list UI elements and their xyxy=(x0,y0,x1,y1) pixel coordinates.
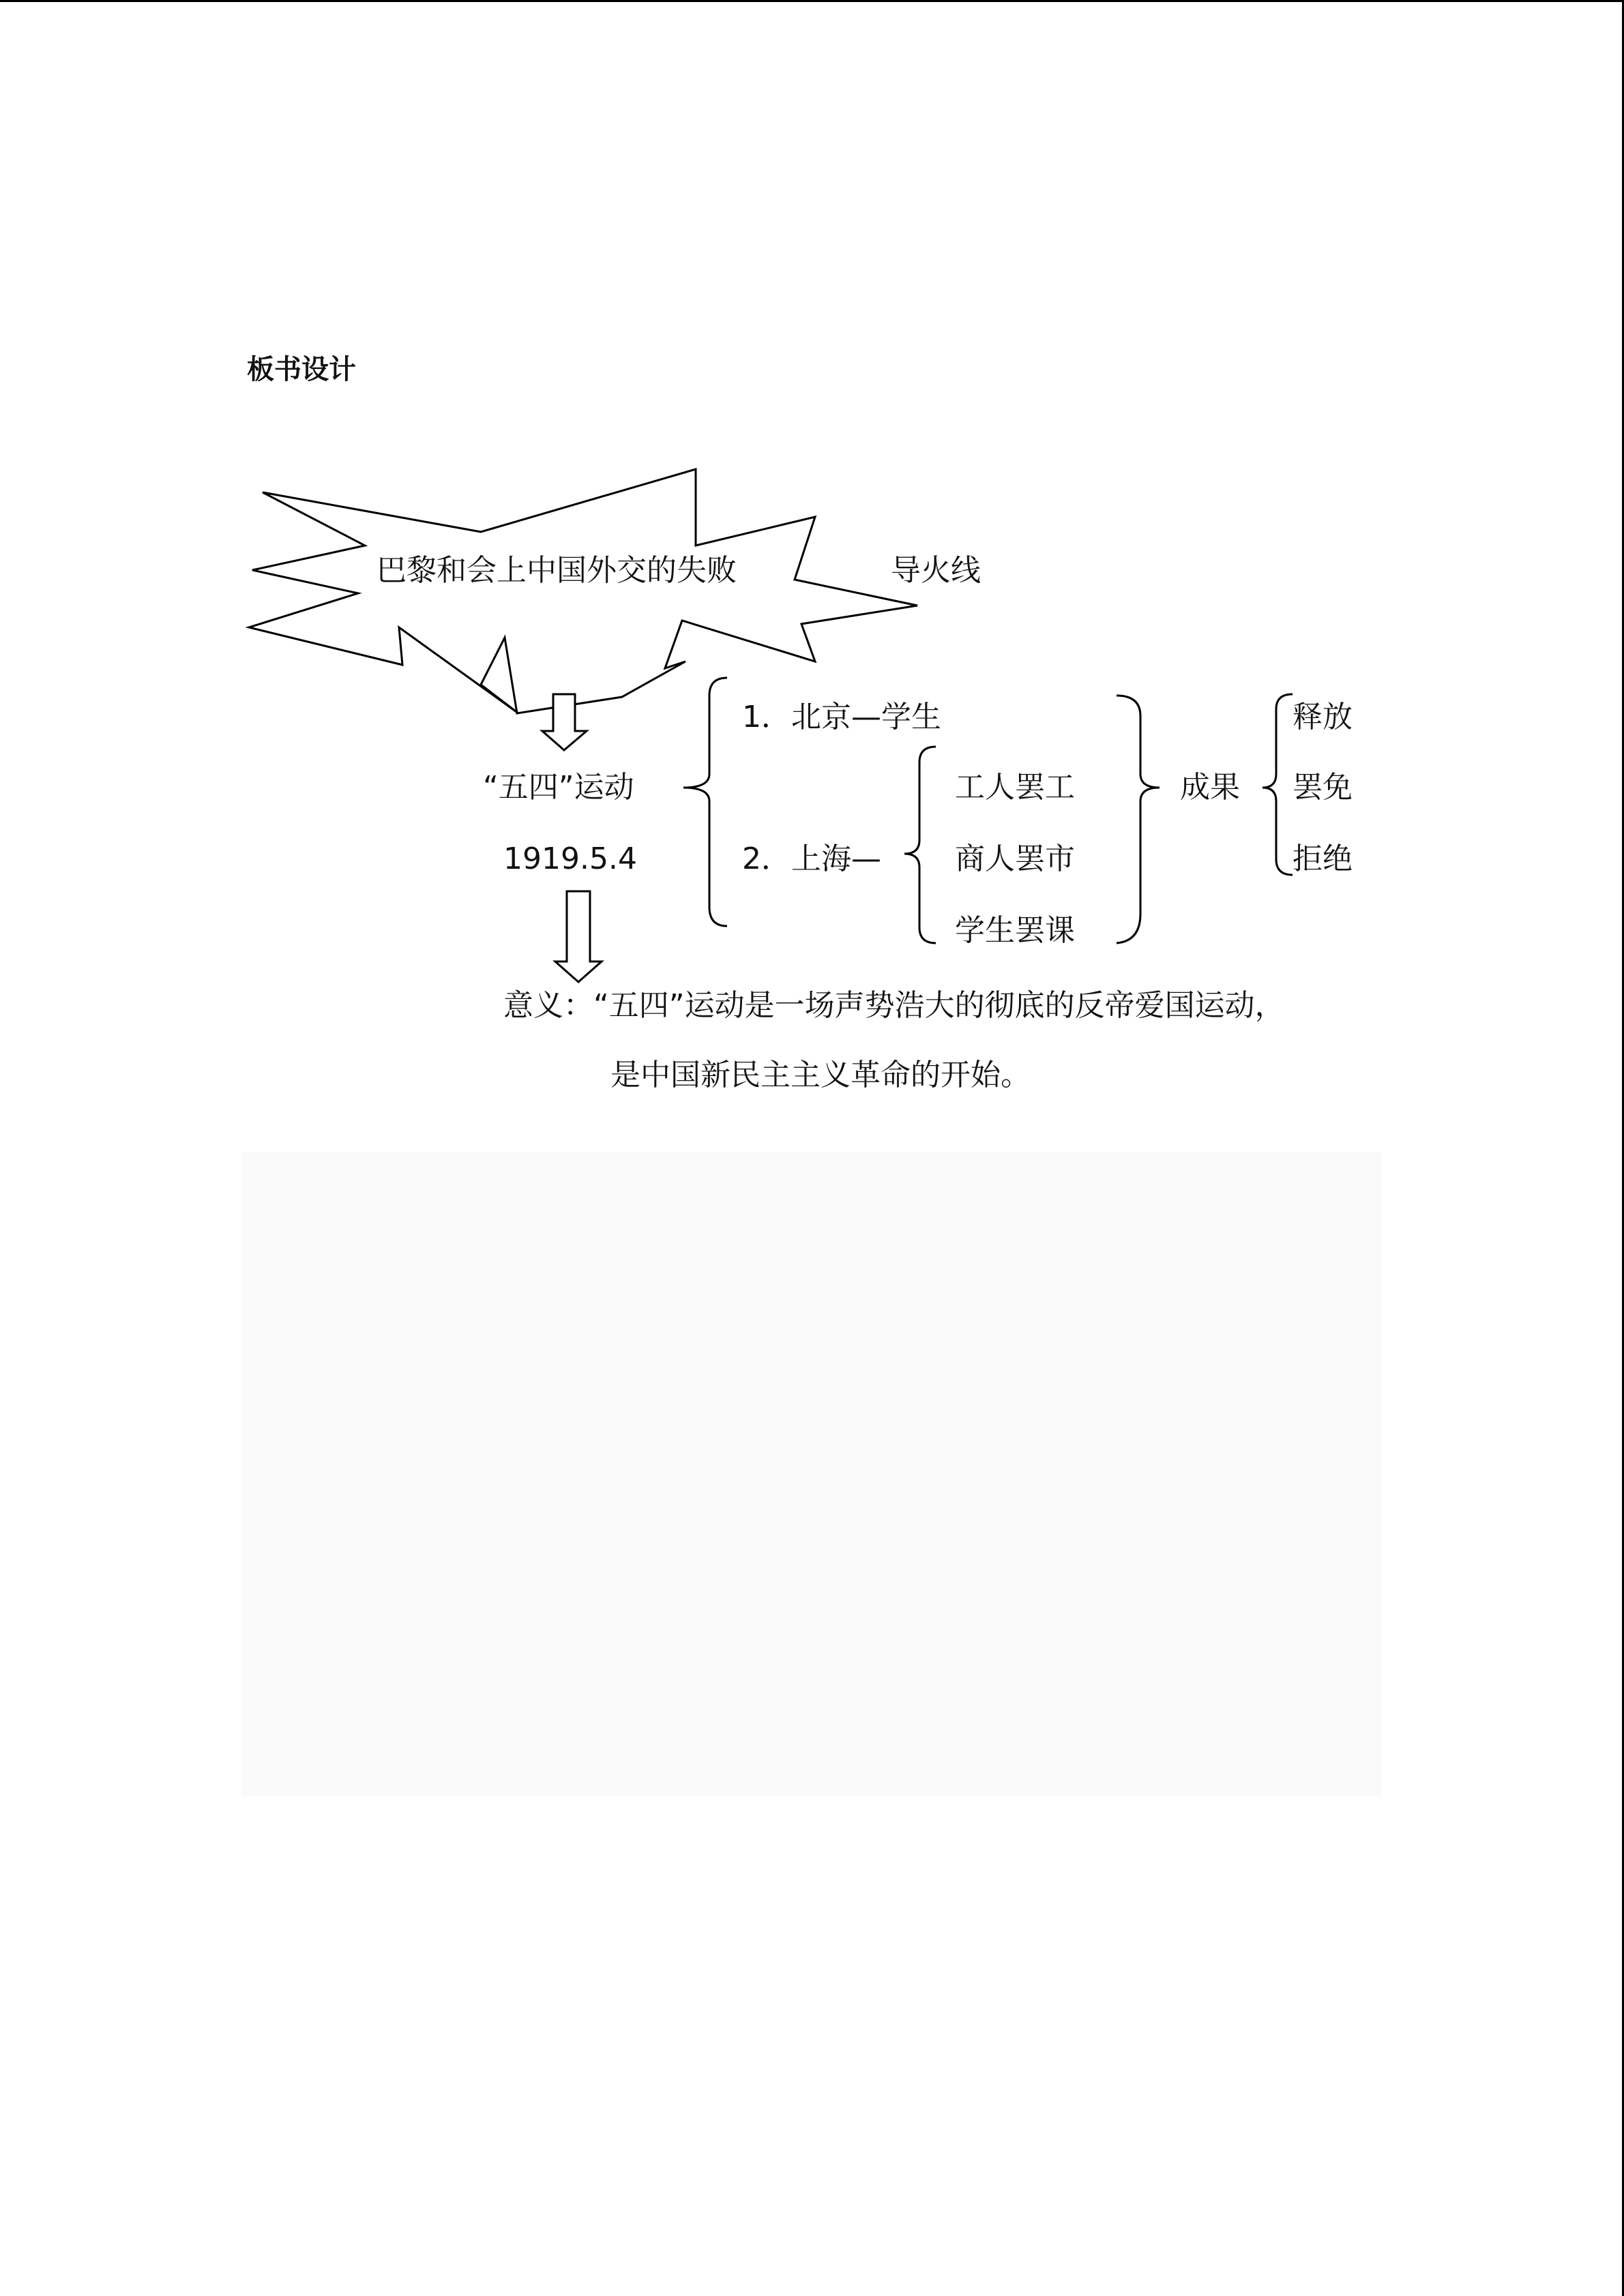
left-brace-shanghai xyxy=(904,747,936,943)
explosion-shape xyxy=(249,469,917,713)
cause-text: 巴黎和会上中国外交的失败 xyxy=(377,553,737,588)
significance-line-2: 是中国新民主主义革命的开始。 xyxy=(610,1058,1031,1092)
movement-text: “五四”运动 xyxy=(483,770,634,805)
significance-line-1: 意义：“五四”运动是一场声势浩大的彻底的反帝爱国运动， xyxy=(503,988,1285,1023)
fuse-text: 导火线 xyxy=(891,553,981,588)
result-item: 拒绝 xyxy=(1293,841,1353,876)
down-arrow-large xyxy=(555,891,602,982)
shanghai-item: 商人罢市 xyxy=(955,841,1075,876)
section-heading: 板书设计 xyxy=(247,354,356,385)
results-label: 成果 xyxy=(1180,770,1240,805)
result-item: 罢免 xyxy=(1293,770,1353,805)
result-item: 释放 xyxy=(1293,700,1353,734)
right-brace-results xyxy=(1117,696,1160,943)
shanghai-item: 工人罢工 xyxy=(955,770,1075,805)
left-brace-main xyxy=(683,678,727,926)
left-brace-results xyxy=(1263,694,1293,875)
blank-image-area xyxy=(241,1152,1382,1796)
branch-beijing: 1．北京—学生 xyxy=(742,700,941,734)
date-text: 1919.5.4 xyxy=(503,841,637,876)
branch-shanghai: 2．上海— xyxy=(742,841,881,876)
shanghai-item: 学生罢课 xyxy=(955,913,1075,948)
